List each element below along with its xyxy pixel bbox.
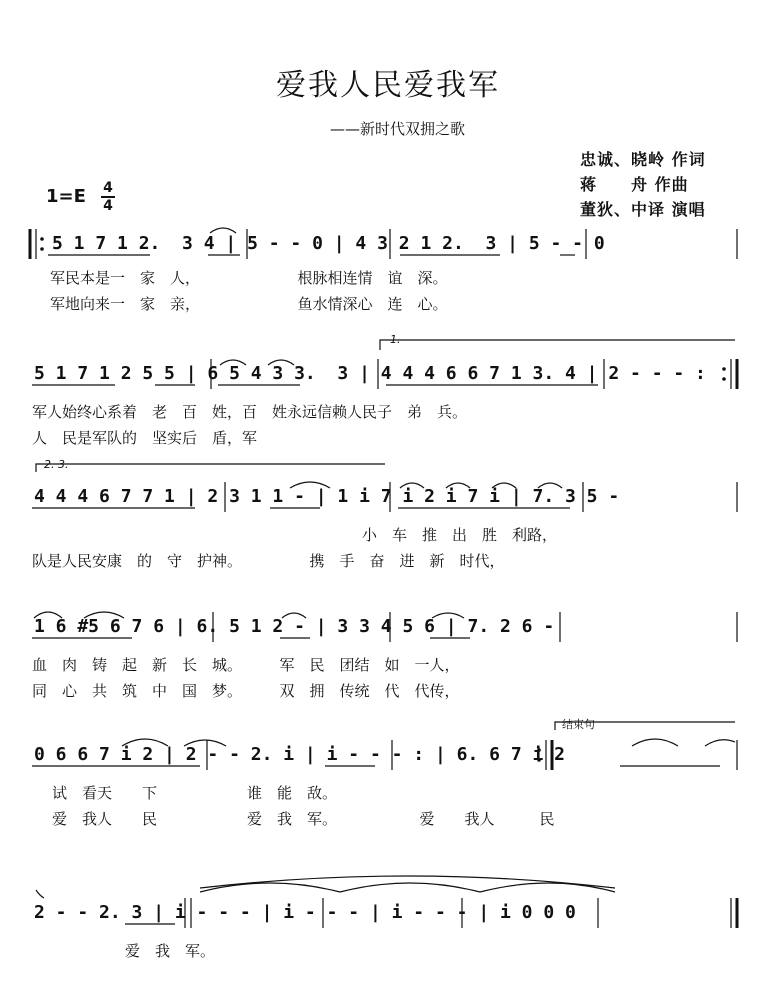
row-5-lyric-2: 爱 我人 民 爱 我 军。 爱 我人 民 xyxy=(52,810,555,828)
row-3-lyric-2: 队是人民安康 的 守 护神。 携 手 奋 进 新 时代， xyxy=(32,552,505,570)
credit-composer: 蒋 舟 作曲 xyxy=(580,175,689,194)
stave-row-6 xyxy=(0,870,776,970)
row-6-lyric-1: 爱 我 军。 xyxy=(125,942,216,960)
stave-row-5 xyxy=(0,712,776,832)
row-4-notes: 1 6 #5 6 7 6 | 6. 5 1 2 - | 3 3 4 5 6 | 7. 2 6 - xyxy=(34,616,555,637)
credit-performer: 董狄、中译 演唱 xyxy=(580,200,706,219)
time-signature xyxy=(101,180,115,214)
stave-row-3 xyxy=(0,458,776,573)
row-1-lyric-2: 军地向来一 家 亲， 鱼水情深心 连 心。 xyxy=(50,295,448,313)
stave-row-4 xyxy=(0,600,776,700)
song-subtitle: ——新时代双拥之歌 xyxy=(330,120,466,138)
row-4-lyric-2: 同 心 共 筑 中 国 梦。 双 拥 传统 代 代传， xyxy=(32,682,460,700)
volta-1-label: 1. xyxy=(390,333,401,346)
row-1-notes: 5 1 7 1 2. 3 4 | 5 - - 0 | 4 3 2 1 2. 3 | 5 - - 0 xyxy=(52,233,605,254)
row-5-notes: 0 6 6 7 i 2 | 2 - - 2. i | i - - - : | 6. 6 7 i 2 xyxy=(34,744,566,765)
row-3-lyric-1: 小 车 推 出 胜 利路， xyxy=(32,526,558,544)
volta-2-3-label: 2. 3. xyxy=(44,458,69,471)
time-signature-bottom: 4 xyxy=(103,198,113,214)
time-signature-top: 4 xyxy=(103,180,113,196)
credit-lyricist: 忠诚、晓岭 作词 xyxy=(580,150,706,169)
row-1-lyric-1: 军民本是一 家 人， 根脉相连情 谊 深。 xyxy=(50,269,448,287)
row-5-lyric-1: 试 看天 下 谁 能 敌。 xyxy=(52,784,338,802)
volta-ending-label: 结束句 xyxy=(562,718,595,731)
row-2-lyric-2: 人 民是军队的 坚实后 盾，军 xyxy=(32,429,258,447)
key-signature: 1=E xyxy=(46,186,86,207)
time-signature-bar xyxy=(101,196,115,198)
row-2-notes: 5 1 7 1 2 5 5 | 6 5 4 3 3. 3 | 4 4 4 6 6 7 1 3. 4 | 2 - - - : xyxy=(34,363,706,384)
stave-row-2 xyxy=(0,335,776,445)
row-6-notes: 2 - - 2. 3 | i - - - | i - - - | i - - - | i 0 0 0 xyxy=(34,902,576,923)
row-3-notes: 4 4 4 6 7 7 1 | 2 3 1 1 - | 1 i 7 i 2 i 7 i | 7. 3 5 - xyxy=(34,486,620,507)
stave-row-1 xyxy=(0,225,776,315)
song-title: 爱我人民爱我军 xyxy=(276,68,500,103)
row-2-lyric-1: 军人始终心系着 老 百 姓，百 姓永远信赖人民子 弟 兵。 xyxy=(32,403,468,421)
row-4-lyric-1: 血 肉 铸 起 新 长 城。 军 民 团结 如 一人， xyxy=(32,656,460,674)
